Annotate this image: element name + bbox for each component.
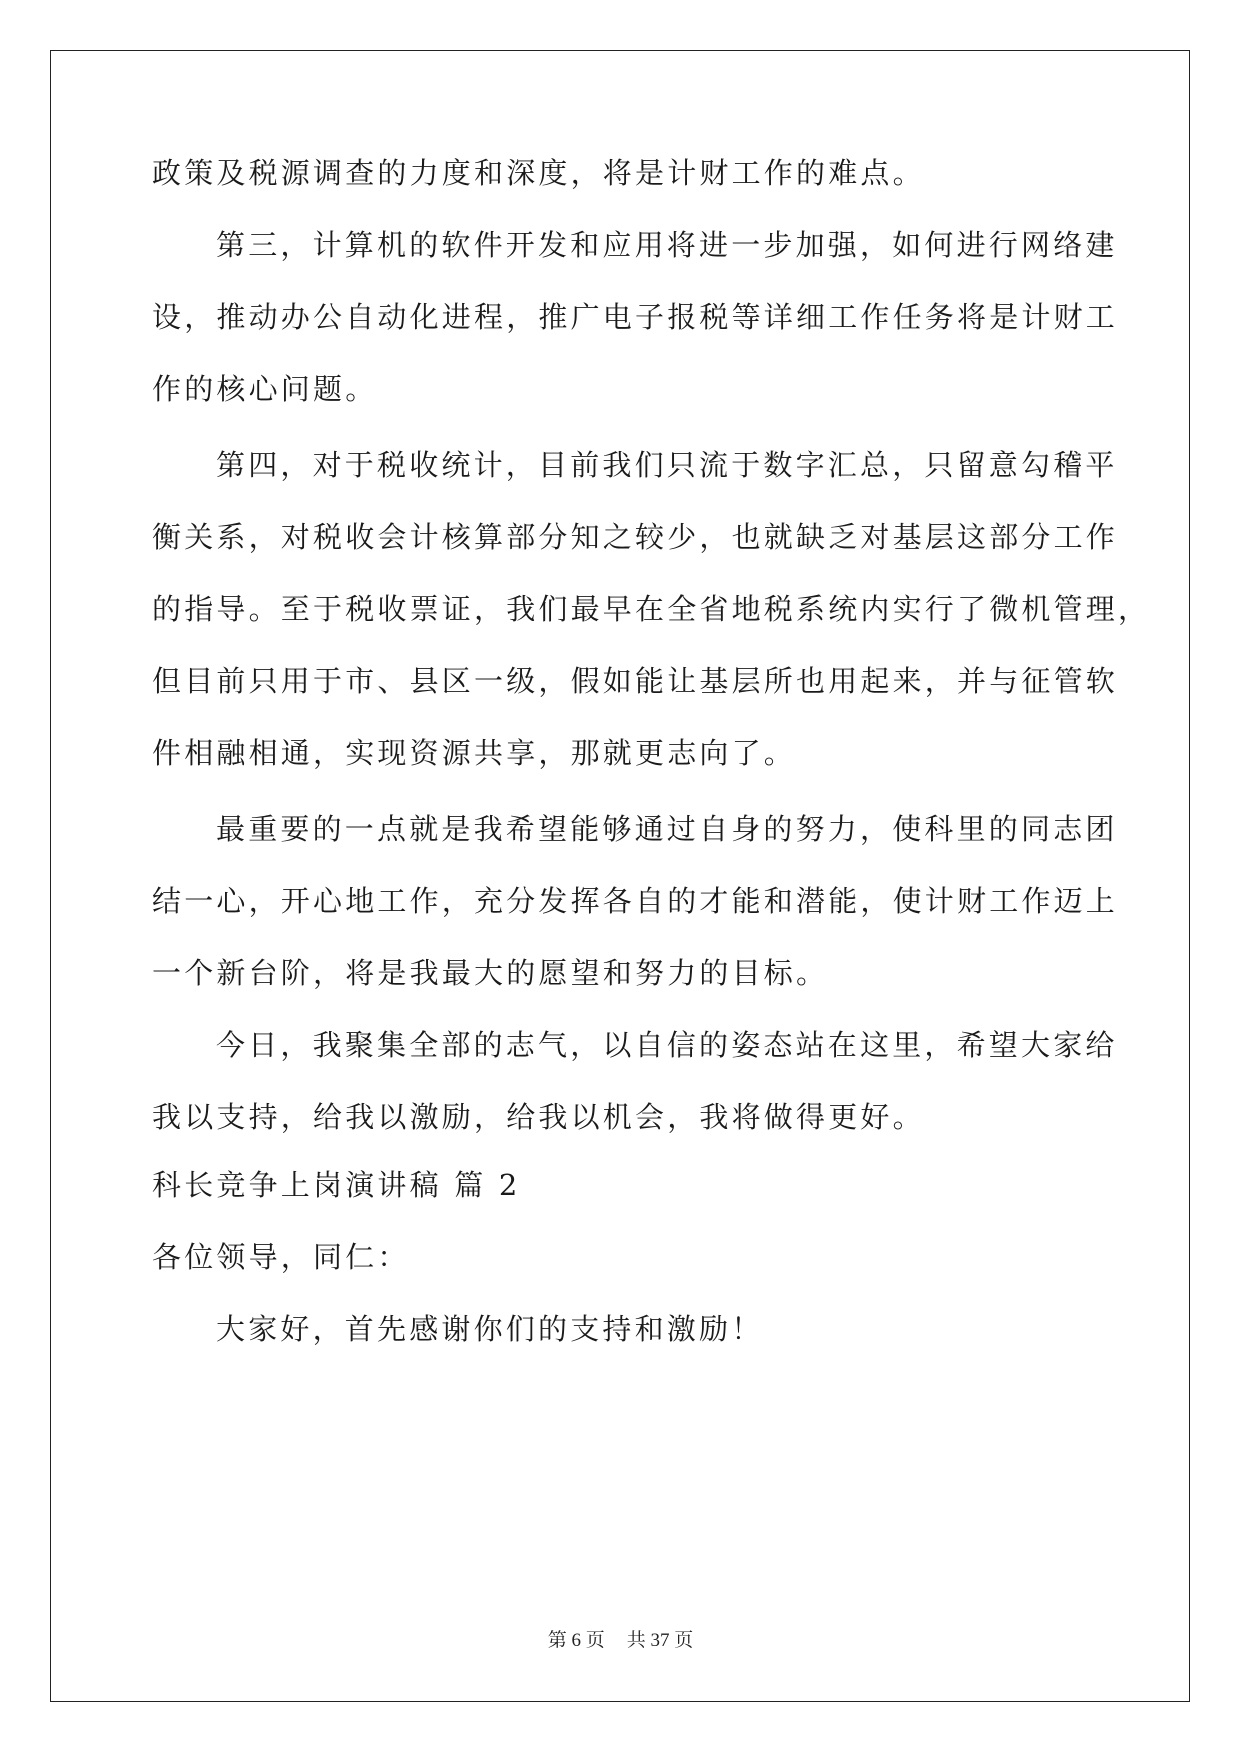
text-line: 衡关系，对税收会计核算部分知之较少，也就缺乏对基层这部分工作 (152, 520, 1119, 554)
text-line: 政策及税源调查的力度和深度，将是计财工作的难点。 (152, 156, 925, 190)
text-line: 我以支持，给我以激励，给我以机会，我将做得更好。 (152, 1100, 925, 1134)
section-heading: 科长竞争上岗演讲稿 篇 2 (152, 1168, 521, 1202)
text-line: 作的核心问题。 (152, 372, 378, 406)
salutation: 各位领导，同仁： (152, 1240, 410, 1274)
paragraph-first-line: 大家好，首先感谢你们的支持和激励！ (216, 1312, 764, 1346)
page-footer (0, 1625, 1241, 1652)
text-line: 一个新台阶，将是我最大的愿望和努力的目标。 (152, 956, 829, 990)
page-total: 共 37 页 (626, 1630, 694, 1651)
text-line: 设，推动办公自动化进程，推广电子报税等详细工作任务将是计财工 (152, 300, 1119, 334)
text-line: 但目前只用于市、县区一级，假如能让基层所也用起来，并与征管软 (152, 664, 1119, 698)
text-line: 件相融相通，实现资源共享，那就更志向了。 (152, 736, 797, 770)
paragraph-first-line: 第四，对于税收统计，目前我们只流于数字汇总，只留意勾稽平 (216, 448, 1118, 482)
text-line: 结一心，开心地工作，充分发挥各自的才能和潜能，使计财工作迈上 (152, 884, 1119, 918)
text-line: 的指导。至于税收票证，我们最早在全省地税系统内实行了微机管理， (152, 592, 1151, 626)
paragraph-first-line: 第三，计算机的软件开发和应用将进一步加强，如何进行网络建 (216, 228, 1118, 262)
paragraph-first-line: 今日，我聚集全部的志气，以自信的姿态站在这里，希望大家给 (216, 1028, 1118, 1062)
paragraph-first-line: 最重要的一点就是我希望能够通过自身的努力，使科里的同志团 (216, 812, 1118, 846)
page-number: 第 6 页 (547, 1630, 605, 1651)
